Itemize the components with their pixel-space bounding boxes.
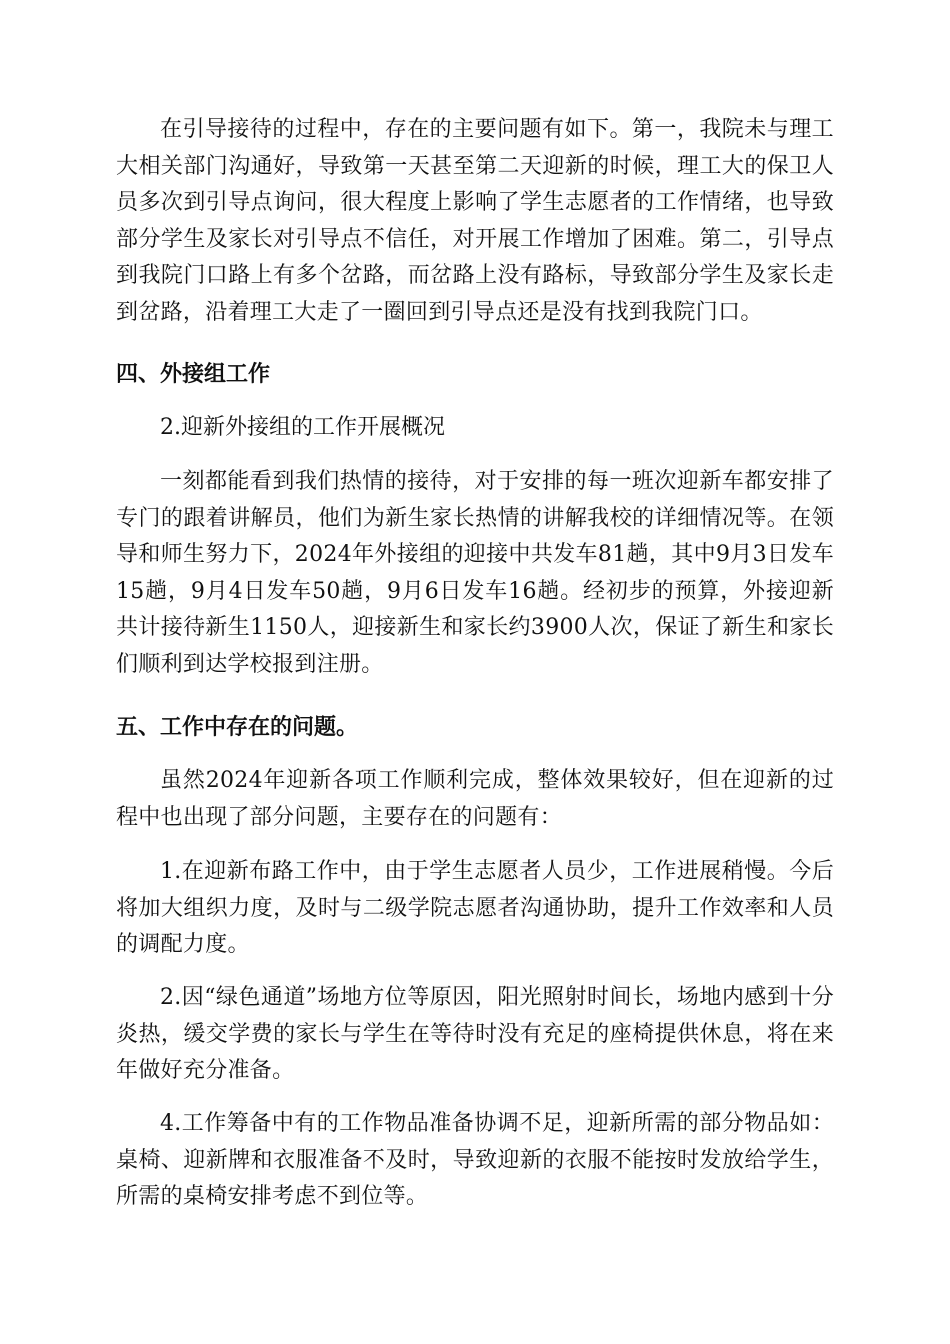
- paragraph-external-group-summary: 一刻都能看到我们热情的接待，对于安排的每一班次迎新车都安排了专门的跟着讲解员，他们为新生家长热情的讲解我校的详细情况等。在领导和师生努力下，2024年外接组的迎接中共发车81趟，其中9月3日发车15趟，9月4日发车50趟，9月6日发车16趟。经初步的预算，外接迎新共计接待新生1150人，迎接新生和家长约3900人次，保证了新生和家长们顺利到达学校报到注册。: [116, 469, 834, 677]
- paragraph-guidance-problems: 在引导接待的过程中，存在的主要问题有如下。第一，我院未与理工大相关部门沟通好，导致第一天甚至第二天迎新的时候，理工大的保卫人员多次到引导点询问，很大程度上影响了学生志愿者的工作情绪，也导致部分学生及家长对引导点不信任，对开展工作增加了困难。第二，引导点到我院门口路上有多个岔路，而岔路上没有路标，导致部分学生及家长走到岔路，沿着理工大走了一圈回到引导点还是没有找到我院门口。: [116, 117, 834, 325]
- section-heading-problems: 五、工作中存在的问题。: [116, 715, 359, 740]
- section-heading-external-group: 四、外接组工作: [116, 362, 271, 387]
- subheading-external-group-overview: 2.迎新外接组的工作开展概况: [160, 415, 445, 440]
- paragraph-problem-4: 4.工作筹备中有的工作物品准备协调不足，迎新所需的部分物品如：桌椅、迎新牌和衣服准备不及时，导致迎新的衣服不能按时发放给学生，所需的桌椅安排考虑不到位等。: [116, 1111, 834, 1209]
- paragraph-problem-2: 2.因“绿色通道”场地方位等原因，阳光照射时间长，场地内感到十分炎热，缓交学费的家长与学生在等待时没有充足的座椅提供休息，将在来年做好充分准备。: [116, 985, 834, 1083]
- paragraph-problems-intro: 虽然2024年迎新各项工作顺利完成，整体效果较好，但在迎新的过程中也出现了部分问题，主要存在的问题有：: [116, 768, 834, 830]
- paragraph-problem-1: 1.在迎新布路工作中，由于学生志愿者人员少，工作进展稍慢。今后将加大组织力度，及时与二级学院志愿者沟通协助，提升工作效率和人员的调配力度。: [116, 859, 834, 957]
